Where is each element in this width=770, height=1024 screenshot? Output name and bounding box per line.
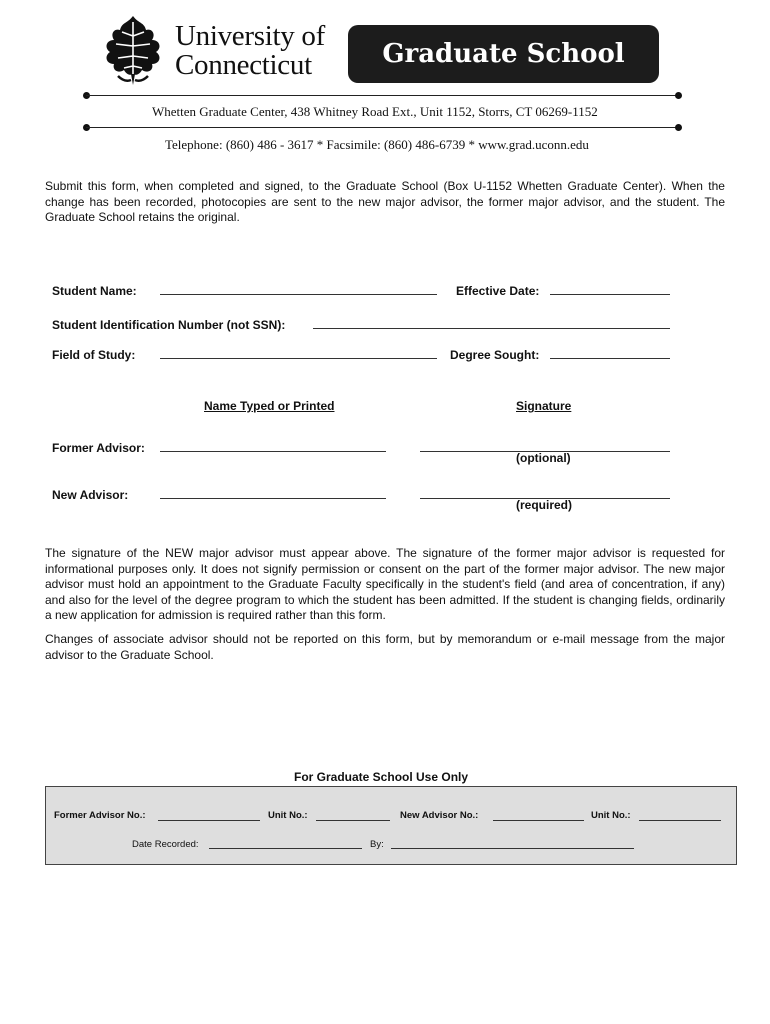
address-line: Whetten Graduate Center, 438 Whitney Road Ext., Unit 1152, Storrs, CT 06269-1152 xyxy=(152,104,598,119)
office-use-box xyxy=(45,786,737,865)
unit-no-label-1: Unit No.: xyxy=(268,810,308,821)
student-name-label: Student Name: xyxy=(52,284,137,298)
rule-dot xyxy=(675,92,682,99)
signature-column-heading: Signature xyxy=(516,399,572,413)
effective-date-field[interactable] xyxy=(550,294,670,295)
advisor-requirements-paragraph: The signature of the NEW major advisor must appear above. The signature of the former major advisor is requested for informational purposes only. It does not signify permission or consent on the part of the former major advisor. The new major advisor must hold an appointment to the Graduate Faculty specifically in the student's field (and area of concentration, if any) and also for the level of the degree program to which the student has been admitted. If the student is changing fields, ordinarily a new application for admission is required rather than this form. xyxy=(45,546,725,623)
contact-line xyxy=(165,137,589,153)
office-use-title: For Graduate School Use Only xyxy=(294,770,469,784)
header-rule-bottom xyxy=(86,127,678,128)
associate-advisor-paragraph: Changes of associate advisor should not be reported on this form, but by memorandum or e-mail message from the major advisor to the Graduate School. xyxy=(45,632,725,662)
rule-dot xyxy=(675,124,682,131)
unit-no-label-2: Unit No.: xyxy=(591,810,631,821)
new-advisor-label: New Advisor: xyxy=(52,488,129,502)
former-advisor-label: Former Advisor: xyxy=(52,441,145,455)
intro-text-1: Submit this form, when completed and signed, to the Graduate School (Box xyxy=(45,179,474,193)
new-advisor-no-field[interactable] xyxy=(493,820,584,821)
date-recorded-field[interactable] xyxy=(209,848,362,849)
new-advisor-name-field[interactable] xyxy=(160,498,386,499)
effective-date-label: Effective Date: xyxy=(456,284,540,298)
intro-paragraph xyxy=(45,179,725,226)
degree-sought-label: Degree Sought: xyxy=(450,348,540,362)
optional-note: (optional) xyxy=(516,451,571,465)
header-rule-top xyxy=(86,95,678,96)
unit-no-field-1[interactable] xyxy=(316,820,390,821)
university-line-2: Connecticut xyxy=(175,49,312,81)
recorded-by-field[interactable] xyxy=(391,848,634,849)
name-column-heading: Name Typed or Printed xyxy=(204,399,335,413)
former-advisor-no-field[interactable] xyxy=(158,820,260,821)
degree-sought-field[interactable] xyxy=(550,358,670,359)
former-advisor-name-field[interactable] xyxy=(160,451,386,452)
unit-no-field-2[interactable] xyxy=(639,820,721,821)
box-number: U-1152 xyxy=(473,179,513,193)
oak-leaf-logo xyxy=(100,14,166,86)
recorded-by-label: By: xyxy=(370,839,384,850)
university-wordmark xyxy=(175,22,325,80)
field-of-study-label: Field of Study: xyxy=(52,348,136,362)
student-id-label: Student Identification Number (not SSN): xyxy=(52,318,286,332)
university-line-1: University of xyxy=(175,20,325,52)
new-advisor-no-label: New Advisor No.: xyxy=(400,810,479,821)
contact-text: Telephone: (860) 486 - 3617 * Facsimile: (860) 486-6739 * www.grad.uconn.edu xyxy=(165,137,589,152)
graduate-school-badge: Graduate School xyxy=(348,25,659,83)
required-note: (required) xyxy=(516,498,573,512)
student-name-field[interactable] xyxy=(160,294,437,295)
date-recorded-label: Date Recorded: xyxy=(132,839,199,850)
former-advisor-no-label: Former Advisor No.: xyxy=(54,810,146,821)
field-of-study-field[interactable] xyxy=(160,358,437,359)
student-id-field[interactable] xyxy=(313,328,670,329)
intro-text-2: Whetten Graduate Center). When the change has been recorded, photocopies are sent to the new major advisor, the former major advisor, and the student. The Graduate School retains the original. xyxy=(45,179,725,225)
